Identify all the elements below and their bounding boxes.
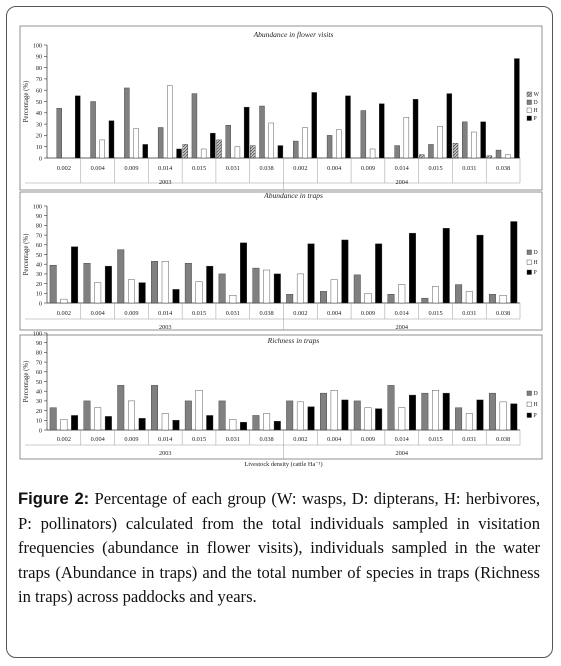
x-tick-label: 0.015 (428, 165, 443, 172)
y-tick-label: 60 (35, 242, 42, 250)
bar-D-1 (50, 265, 57, 303)
bar-H-7 (269, 123, 274, 158)
y-axis-label: Percentage (%) (23, 80, 30, 123)
legend-swatch-W (527, 92, 532, 97)
bar-W-13 (453, 143, 458, 158)
bar-H-3 (128, 280, 135, 303)
bar-P-10 (379, 104, 384, 158)
bar-H-11 (399, 285, 406, 303)
x-tick-label: 0.015 (191, 436, 207, 443)
x-tick-label: 0.038 (496, 310, 511, 317)
bar-H-12 (432, 390, 439, 430)
bar-D-5 (192, 94, 197, 158)
bar-P-6 (244, 107, 249, 158)
year-group-label: 2004 (395, 324, 409, 331)
bar-H-1 (61, 419, 67, 430)
bar-D-11 (388, 294, 395, 303)
bar-P-8 (308, 244, 315, 303)
bar-P-2 (105, 416, 112, 430)
bar-D-4 (158, 127, 163, 158)
bar-P-3 (139, 283, 146, 303)
y-tick-label: 70 (35, 232, 42, 240)
bar-P-10 (375, 409, 382, 430)
x-tick-label: 0.014 (394, 165, 409, 172)
bar-H-5 (196, 282, 203, 303)
bar-P-14 (511, 404, 518, 430)
x-tick-label: 0.009 (360, 310, 376, 317)
bar-D-13 (455, 285, 462, 303)
bar-P-11 (409, 233, 416, 303)
bar-H-5 (196, 390, 203, 430)
bar-H-2 (94, 408, 101, 430)
bar-H-1 (61, 299, 67, 303)
y-axis-label: Percentage (%) (23, 360, 30, 403)
bar-W-14 (487, 156, 492, 158)
legend-label-D: D (533, 100, 538, 106)
bar-H-14 (500, 402, 507, 430)
bar-D-14 (489, 393, 496, 430)
bar-P-7 (274, 274, 281, 303)
y-tick-label: 0 (38, 155, 42, 163)
legend-swatch-D (527, 250, 532, 255)
y-tick-label: 40 (35, 261, 42, 269)
caption-label: Figure 2: (18, 489, 90, 508)
x-tick-label: 0.038 (259, 165, 274, 172)
bar-P-4 (177, 149, 182, 158)
bar-H-4 (162, 414, 169, 430)
bar-P-4 (173, 289, 180, 303)
bar-P-9 (342, 400, 349, 430)
bar-D-8 (286, 401, 293, 430)
chart-title: Abundance in traps (264, 191, 323, 200)
year-group-label: 2003 (158, 324, 172, 331)
bar-H-8 (297, 274, 304, 303)
x-tick-label: 0.038 (259, 310, 274, 317)
bar-H-10 (365, 293, 372, 303)
y-tick-label: 10 (35, 144, 42, 151)
legend-swatch-P (527, 270, 532, 275)
chart-panel-1 (20, 26, 542, 190)
bar-D-6 (226, 125, 231, 158)
y-tick-label: 40 (35, 388, 42, 396)
x-tick-label: 0.009 (360, 436, 376, 443)
legend-swatch-D (527, 391, 532, 396)
bar-P-8 (308, 407, 315, 430)
y-tick-label: 20 (35, 132, 42, 140)
y-tick-label: 70 (35, 76, 42, 84)
y-tick-label: 50 (35, 251, 42, 259)
year-group-label: 2004 (395, 450, 409, 457)
bar-D-1 (50, 408, 57, 430)
y-tick-label: 10 (35, 290, 42, 298)
y-tick-label: 0 (38, 300, 42, 308)
y-tick-label: 50 (35, 98, 42, 106)
bar-H-2 (94, 283, 101, 303)
bar-D-12 (428, 144, 433, 158)
bar-H-9 (331, 390, 338, 430)
x-tick-label: 0.038 (259, 436, 274, 443)
bar-D-2 (84, 263, 91, 303)
chart-panel-2 (20, 191, 542, 331)
bar-H-13 (471, 132, 476, 158)
x-tick-label: 0.004 (90, 165, 105, 172)
bar-P-7 (278, 146, 283, 158)
x-tick-label: 0.014 (158, 165, 173, 172)
bar-D-4 (151, 385, 158, 430)
y-tick-label: 60 (35, 87, 42, 95)
bar-H-9 (336, 130, 341, 158)
bar-D-4 (151, 261, 158, 303)
bar-H-3 (128, 401, 135, 430)
y-tick-label: 90 (35, 340, 42, 347)
bar-P-13 (477, 235, 484, 303)
bar-P-11 (413, 99, 418, 158)
bar-D-13 (455, 408, 462, 430)
y-tick-label: 40 (35, 110, 42, 118)
y-tick-label: 80 (35, 64, 42, 72)
bar-D-7 (253, 268, 260, 303)
legend-swatch-H (527, 402, 532, 407)
caption-text: Percentage of each group (W: wasps, D: dipterans, H: herbivores, P: pollinators) calculated from the total individuals sampled in visitation frequencies (abundance in flower visits), individuals sampled in the water traps (Abundance in traps) and the total number of species in traps (Richness in traps) across paddocks and years. (18, 489, 541, 607)
bar-D-11 (395, 146, 400, 158)
bar-D-12 (422, 393, 429, 430)
bar-P-12 (443, 393, 450, 430)
legend-label-H: H (533, 260, 538, 266)
y-tick-label: 70 (35, 359, 42, 367)
bar-D-8 (286, 294, 293, 303)
x-tick-label: 0.002 (293, 436, 308, 443)
bar-H-13 (466, 414, 473, 430)
x-tick-label: 0.002 (56, 436, 71, 443)
bar-P-6 (240, 422, 247, 430)
x-tick-label: 0.002 (56, 165, 71, 172)
bar-P-3 (139, 418, 146, 430)
bar-H-7 (263, 270, 270, 303)
y-tick-label: 100 (32, 330, 42, 338)
bar-D-7 (260, 106, 265, 158)
bar-D-7 (253, 415, 260, 430)
bar-P-14 (511, 222, 518, 303)
x-tick-label: 0.004 (90, 310, 105, 317)
bar-P-3 (143, 144, 148, 158)
bar-D-9 (320, 291, 327, 303)
x-tick-label: 0.009 (124, 310, 139, 317)
bar-H-2 (100, 140, 105, 158)
figure-caption (18, 487, 540, 610)
chart-title: Richness in traps (267, 336, 320, 345)
bar-D-2 (91, 102, 96, 159)
y-tick-label: 50 (35, 378, 42, 386)
bar-H-8 (297, 402, 304, 430)
x-tick-label: 0.002 (293, 310, 308, 317)
legend-label-H: H (533, 108, 538, 114)
y-tick-label: 10 (35, 417, 42, 425)
y-tick-label: 80 (35, 222, 42, 230)
x-tick-label: 0.015 (428, 310, 443, 317)
x-tick-label: 0.015 (191, 310, 207, 317)
legend-swatch-D (527, 100, 532, 105)
bar-D-6 (219, 401, 226, 430)
bar-H-4 (167, 86, 172, 158)
x-tick-label: 0.031 (225, 165, 240, 172)
bar-H-10 (370, 149, 375, 158)
bar-D-3 (118, 250, 125, 303)
bar-P-2 (109, 121, 114, 158)
bar-D-10 (354, 275, 361, 303)
bar-D-13 (462, 122, 467, 158)
y-tick-label: 0 (38, 427, 42, 435)
x-tick-label: 0.031 (225, 436, 240, 443)
bar-P-9 (342, 240, 349, 303)
bar-H-4 (162, 261, 169, 303)
legend-label-D: D (533, 391, 538, 397)
y-tick-label: 30 (35, 398, 42, 406)
legend-label-D: D (533, 250, 538, 256)
bar-P-11 (409, 395, 416, 430)
y-tick-label: 80 (35, 349, 42, 357)
bar-D-3 (118, 385, 125, 430)
x-tick-label: 0.014 (158, 310, 173, 317)
x-tick-label: 0.009 (124, 165, 139, 172)
bar-D-14 (489, 294, 496, 303)
y-tick-label: 100 (32, 203, 42, 211)
bar-P-12 (447, 94, 452, 158)
bar-P-13 (477, 400, 484, 430)
bar-D-6 (219, 274, 226, 303)
bar-P-1 (71, 415, 78, 430)
year-group-label: 2003 (158, 450, 172, 457)
y-tick-label: 90 (35, 53, 42, 61)
bar-P-10 (375, 244, 382, 303)
bar-H-6 (235, 147, 240, 158)
legend-swatch-P (527, 413, 532, 418)
bar-H-10 (365, 408, 372, 430)
x-tick-label: 0.002 (56, 310, 71, 317)
legend-swatch-H (527, 108, 532, 113)
x-tick-label: 0.031 (462, 436, 477, 443)
x-tick-label: 0.002 (293, 165, 308, 172)
bar-P-5 (210, 133, 215, 158)
bar-H-6 (230, 419, 237, 430)
year-group-label: 2003 (158, 179, 172, 186)
x-tick-label: 0.009 (124, 436, 139, 443)
x-tick-label: 0.014 (394, 436, 409, 443)
bar-H-12 (438, 126, 443, 158)
bar-H-14 (505, 155, 510, 158)
bar-P-14 (514, 59, 519, 158)
x-axis-label: Livestock density (cattle Ha⁻¹) (244, 461, 323, 468)
y-axis-label: Percentage (%) (23, 233, 30, 276)
bar-P-4 (173, 420, 180, 430)
legend-label-P: P (533, 270, 537, 276)
bar-H-7 (263, 414, 270, 430)
bar-D-9 (327, 135, 332, 158)
bar-P-6 (240, 243, 247, 303)
bar-D-5 (185, 263, 192, 303)
x-tick-label: 0.015 (191, 165, 207, 172)
bar-W-12 (419, 155, 424, 158)
bar-D-11 (388, 385, 395, 430)
bar-W-7 (250, 146, 255, 158)
bar-P-2 (105, 266, 112, 303)
bar-D-2 (84, 401, 91, 430)
legend-label-H: H (533, 402, 538, 408)
x-tick-label: 0.014 (394, 310, 409, 317)
bar-D-1 (57, 108, 62, 158)
bar-H-11 (404, 117, 409, 158)
bar-D-8 (293, 141, 298, 158)
y-tick-label: 30 (35, 271, 42, 279)
x-tick-label: 0.004 (327, 436, 342, 443)
bar-D-14 (496, 150, 501, 158)
x-tick-label: 0.004 (327, 310, 342, 317)
y-tick-label: 100 (32, 42, 42, 50)
bar-D-10 (361, 111, 366, 158)
bar-D-3 (124, 88, 129, 158)
x-tick-label: 0.004 (90, 436, 105, 443)
x-tick-label: 0.038 (496, 436, 511, 443)
bar-P-1 (75, 96, 80, 158)
x-tick-label: 0.031 (225, 310, 240, 317)
bar-H-9 (331, 280, 338, 303)
bar-P-13 (481, 122, 486, 158)
legend-swatch-H (527, 260, 532, 265)
bar-D-9 (320, 393, 327, 430)
x-tick-label: 0.015 (428, 436, 443, 443)
y-tick-label: 20 (35, 407, 42, 415)
x-tick-label: 0.009 (360, 165, 376, 172)
bar-H-6 (230, 295, 237, 303)
chart-title: Abundance in flower visits (253, 30, 334, 39)
bar-W-5 (183, 144, 188, 158)
x-tick-label: 0.031 (462, 165, 477, 172)
bar-H-12 (432, 287, 439, 303)
bar-D-5 (185, 401, 192, 430)
x-tick-label: 0.004 (327, 165, 342, 172)
legend-label-P: P (533, 116, 537, 122)
year-group-label: 2004 (395, 179, 409, 186)
y-tick-label: 90 (35, 213, 42, 220)
x-tick-label: 0.031 (462, 310, 477, 317)
bar-D-12 (422, 298, 429, 303)
legend-label-W: W (533, 92, 539, 98)
chart-panel-3 (20, 330, 542, 468)
bar-H-3 (134, 129, 139, 158)
bar-P-5 (206, 266, 213, 303)
bar-P-1 (71, 247, 78, 303)
bar-H-13 (466, 291, 473, 303)
bar-P-9 (345, 96, 350, 158)
y-tick-label: 60 (35, 369, 42, 377)
x-tick-label: 0.014 (158, 436, 173, 443)
bar-P-8 (312, 92, 317, 158)
legend-label-P: P (533, 413, 537, 419)
bar-P-5 (206, 415, 213, 430)
legend-swatch-P (527, 116, 532, 121)
bar-H-8 (302, 127, 307, 158)
y-tick-label: 20 (35, 280, 42, 288)
x-tick-label: 0.038 (496, 165, 511, 172)
bar-D-10 (354, 401, 361, 430)
bar-P-7 (274, 421, 281, 430)
bar-W-6 (217, 140, 222, 158)
bar-H-5 (201, 149, 206, 158)
bar-H-14 (500, 295, 507, 303)
bar-H-11 (399, 408, 406, 430)
bar-P-12 (443, 228, 450, 303)
y-tick-label: 30 (35, 121, 42, 129)
